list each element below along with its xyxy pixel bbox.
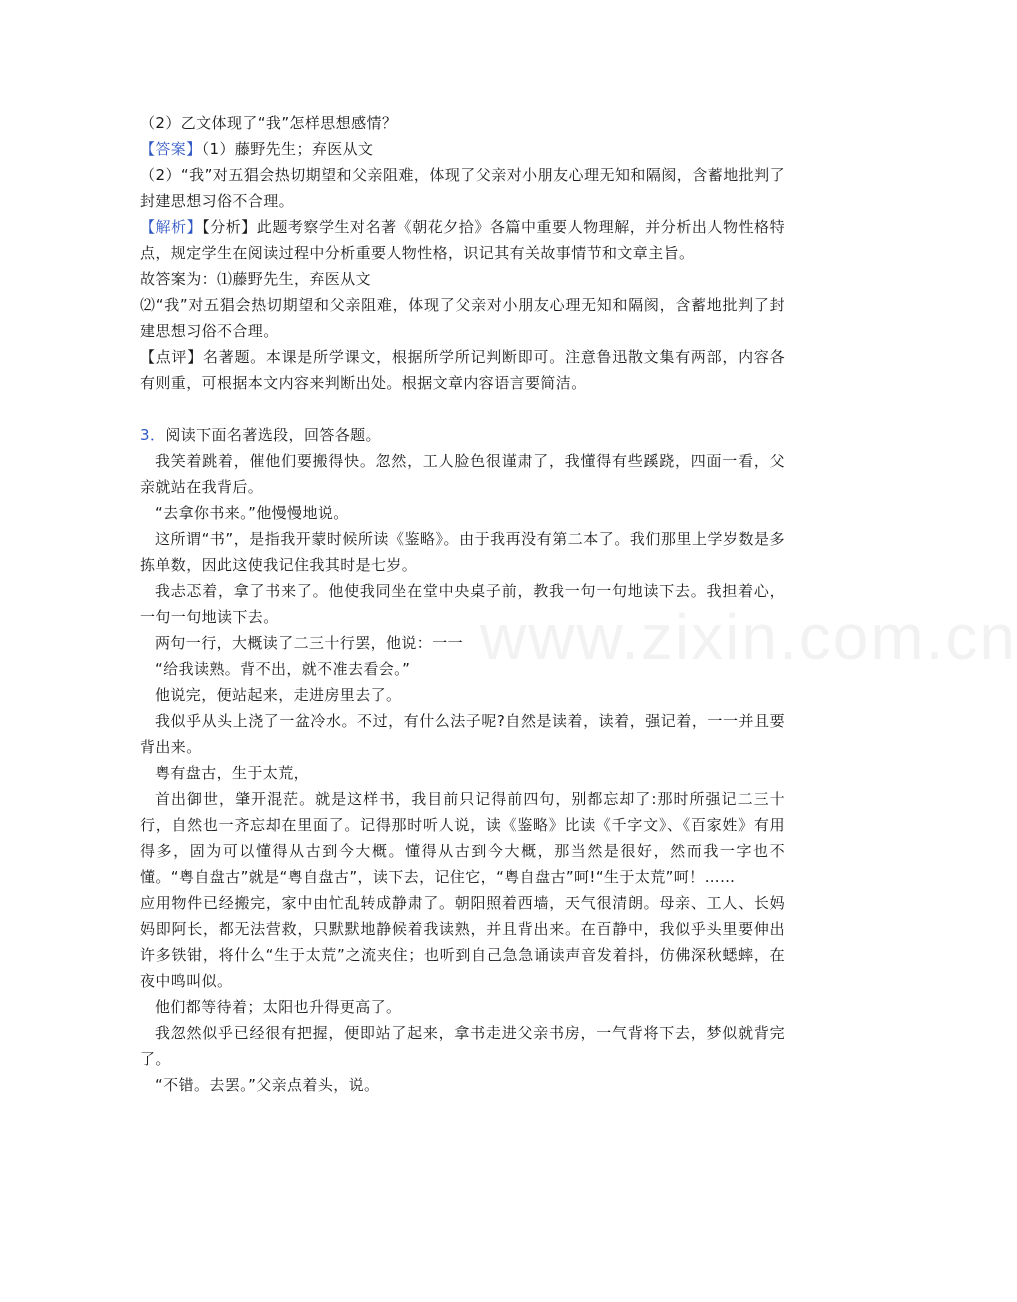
passage-paragraph: 我似乎从头上浇了一盆冷水。不过，有什么法子呢?自然是读着，读着，强记着，一一并且要背出来。 bbox=[140, 712, 785, 756]
answer-2-paragraph: （2）“我”对五猖会热切期望和父亲阻难，体现了父亲对小朋友心理无知和隔阂，含蓄地批判了封建思想习俗不合理。 bbox=[140, 166, 785, 210]
question-3-prompt: 阅读下面名著选段，回答各题。 bbox=[165, 426, 381, 444]
passage-paragraph: 这所谓“书”，是指我开蒙时候所读《鉴略》。由于我再没有第二本了。我们那里上学岁数是多拣单数，因此这使我记住我其时是七岁。 bbox=[140, 530, 785, 574]
passage-paragraph: 他们都等待着；太阳也升得更高了。 bbox=[155, 998, 402, 1016]
comment-paragraph: 【点评】名著题。本课是所学课文，根据所学所记判断即可。注意鲁迅散文集有两部，内容各有则重，可根据本文内容来判断出处。根据文章内容语言要简洁。 bbox=[140, 348, 785, 392]
watermark: www.zixin.com.cn bbox=[480, 601, 1017, 673]
answer-line bbox=[140, 136, 785, 162]
passage-paragraph: 首出御世，肇开混茫。就是这样书，我目前只记得前四句，别都忘却了:那时所强记二三十行，自然也一齐忘却在里面了。记得那时听人说，读《鉴略》比读《千字文》、《百家姓》有用得多，固为可以懂得从古到今大概。懂得从古到今大概，那当然是很好，然而我一字也不懂。“粤自盘古”就是“粤自盘古”，读下去，记住它，“粤自盘古”呵!“生于太荒”呵！…… bbox=[140, 790, 785, 886]
answer-1-text: （1）藤野先生；弃医从文 bbox=[201, 140, 374, 158]
analysis-text: 【分析】此题考察学生对名著《朝花夕拾》各篇中重要人物理解，并分析出人物性格特点，规定学生在阅读过程中分析重要人物性格，识记其有关故事情节和文章主旨。 bbox=[140, 218, 785, 262]
passage-paragraph: “不错。去罢。”父亲点着头，说。 bbox=[155, 1076, 380, 1094]
question-2-line bbox=[140, 110, 785, 136]
passage-paragraph: “去拿你书来。”他慢慢地说。 bbox=[155, 504, 349, 522]
analysis-tag: 【解析】 bbox=[140, 218, 203, 236]
passage-paragraph: 两句一行，大概读了二三十行罢，他说：一一 bbox=[155, 634, 464, 652]
passage-paragraph: “给我读熟。背不出，就不准去看会。” bbox=[155, 660, 411, 678]
final-answer-2-paragraph: ⑵“我”对五猖会热切期望和父亲阻难，体现了父亲对小朋友心理无知和隔阂，含蓄地批判了封建思想习俗不合理。 bbox=[140, 296, 785, 340]
passage-paragraph: 我忽然似乎已经很有把握，便即站了起来，拿书走进父亲书房，一气背将下去，梦似就背完了。 bbox=[140, 1024, 785, 1068]
passage-paragraph: 他说完，便站起来，走进房里去了。 bbox=[155, 686, 402, 704]
document-content bbox=[140, 110, 785, 1098]
question-3-heading bbox=[140, 422, 785, 448]
final-answer-line: 故答案为：⑴藤野先生，弃医从文 bbox=[140, 270, 372, 288]
passage-paragraph: 我笑着跳着，催他们要搬得快。忽然，工人脸色很谨肃了，我懂得有些蹊跷，四面一看，父亲就站在我背后。 bbox=[140, 452, 785, 496]
passage-paragraph: 粤有盘古，生于太荒， bbox=[155, 764, 310, 782]
question-3-number: 3． bbox=[140, 426, 166, 444]
answer-tag: 【答案】 bbox=[140, 140, 202, 158]
passage-paragraph: 我忐忑着，拿了书来了。他使我同坐在堂中央桌子前，教我一句一句地读下去。我担着心，一句一句地读下去。 bbox=[140, 582, 785, 626]
analysis-paragraph bbox=[140, 214, 785, 266]
section-gap bbox=[140, 396, 785, 422]
passage-paragraph-noindent: 应用物件已经搬完，家中由忙乱转成静肃了。朝阳照着西墙，天气很清朗。母亲、工人、长妈妈即阿长，都无法营救，只默默地静候着我读熟，并且背出来。在百静中，我似乎头里要伸出许多铁钳，将什么“生于太荒”之流夹住；也听到自己急急诵读声音发着抖，仿佛深秋蟋蟀，在夜中鸣叫似。 bbox=[140, 894, 785, 990]
question-2-text: （2）乙文体现了“我”怎样思想感情？ bbox=[140, 114, 398, 132]
